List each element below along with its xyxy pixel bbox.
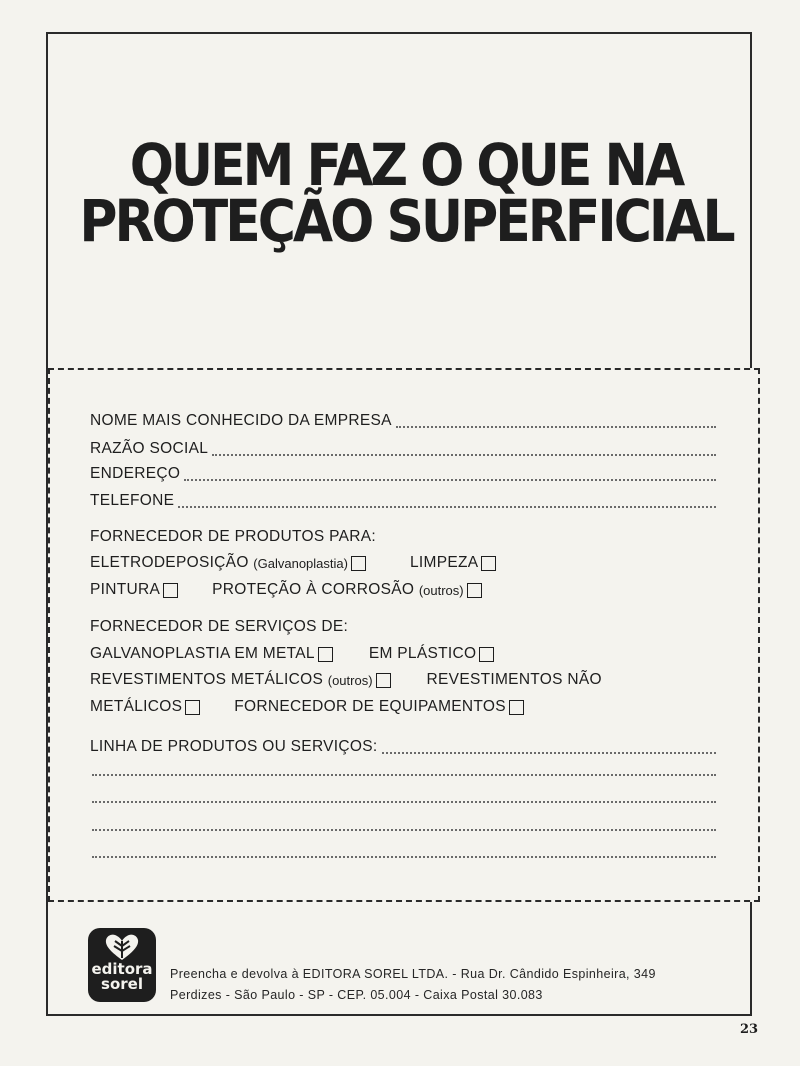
field-endereco[interactable] xyxy=(90,465,716,483)
field-linha-produtos[interactable] xyxy=(90,738,716,756)
option-rev-metalicos-label: REVESTIMENTOS METÁLICOS xyxy=(90,671,324,688)
field-label: RAZÃO SOCIAL xyxy=(90,440,209,457)
option-eletrodeposicao-label: ELETRODEPOSIÇÃO xyxy=(90,554,249,571)
blank-line-1[interactable] xyxy=(92,774,716,776)
field-razao-social[interactable] xyxy=(90,440,716,458)
section-heading-produtos: FORNECEDOR DE PRODUTOS PARA: xyxy=(90,528,376,545)
blank-line-2[interactable] xyxy=(92,801,716,803)
field-dotted-line xyxy=(184,467,716,481)
produtos-row-2 xyxy=(90,581,482,599)
field-label: ENDEREÇO xyxy=(90,465,181,482)
blank-line-4[interactable] xyxy=(92,856,716,858)
servicos-row-2 xyxy=(90,671,602,689)
blank-line-3[interactable] xyxy=(92,829,716,831)
field-nome-empresa[interactable] xyxy=(90,412,716,430)
field-dotted-line xyxy=(382,740,717,754)
option-limpeza-label: LIMPEZA xyxy=(409,554,479,571)
produtos-row-1 xyxy=(90,554,496,572)
option-corrosao-sub: (outros) xyxy=(418,582,464,598)
logo-text-sorel: sorel xyxy=(101,975,143,993)
checkbox-em-plastico[interactable] xyxy=(479,647,494,662)
option-galv-metal-label: GALVANOPLASTIA EM METAL xyxy=(90,645,315,662)
editora-sorel-logo xyxy=(88,928,156,1002)
checkbox-corrosao[interactable] xyxy=(467,583,482,598)
field-telefone[interactable] xyxy=(90,492,716,510)
field-label: LINHA DE PRODUTOS OU SERVIÇOS: xyxy=(90,738,378,755)
checkbox-rev-metalicos[interactable] xyxy=(376,673,391,688)
field-label: TELEFONE xyxy=(90,492,175,509)
servicos-row-1 xyxy=(90,645,494,663)
footer-address-line2: Perdizes - São Paulo - SP - CEP. 05.004 - Caixa Postal 30.083 xyxy=(170,988,543,1002)
servicos-row-3 xyxy=(90,698,524,716)
option-pintura-label: PINTURA xyxy=(90,581,161,598)
field-dotted-line xyxy=(396,414,716,428)
option-corrosao-label: PROTEÇÃO À CORROSÃO xyxy=(212,581,415,598)
field-label: NOME MAIS CONHECIDO DA EMPRESA xyxy=(90,412,392,429)
option-em-plastico-label: EM PLÁSTICO xyxy=(368,645,477,662)
checkbox-limpeza[interactable] xyxy=(481,556,496,571)
option-rev-nao-metalicos-label-1: REVESTIMENTOS NÃO xyxy=(426,671,602,688)
section-heading-servicos: FORNECEDOR DE SERVIÇOS DE: xyxy=(90,618,349,635)
option-equipamentos-label: FORNECEDOR DE EQUIPAMENTOS xyxy=(234,698,506,715)
checkbox-rev-nao-metalicos[interactable] xyxy=(185,700,200,715)
checkbox-galv-metal[interactable] xyxy=(318,647,333,662)
leaf-heart-icon xyxy=(103,932,141,962)
footer-address-line1: Preencha e devolva à EDITORA SOREL LTDA. - Rua Dr. Cândido Espinheira, 349 xyxy=(170,967,656,981)
checkbox-eletrodeposicao[interactable] xyxy=(351,556,366,571)
option-rev-metalicos-sub: (outros) xyxy=(327,672,373,688)
page-title-line1: QUEM FAZ O QUE NA xyxy=(129,132,683,200)
option-eletrodeposicao-sub: (Galvanoplastia) xyxy=(253,555,348,571)
field-dotted-line xyxy=(212,442,716,456)
page-title-line2: PROTEÇÃO SUPERFICIAL xyxy=(79,188,733,256)
checkbox-pintura[interactable] xyxy=(163,583,178,598)
field-dotted-line xyxy=(178,494,716,508)
option-rev-nao-metalicos-label-2: METÁLICOS xyxy=(90,698,183,715)
page-number: 23 xyxy=(740,1022,759,1037)
logo-text-editora: editora xyxy=(91,960,153,978)
checkbox-equipamentos[interactable] xyxy=(509,700,524,715)
